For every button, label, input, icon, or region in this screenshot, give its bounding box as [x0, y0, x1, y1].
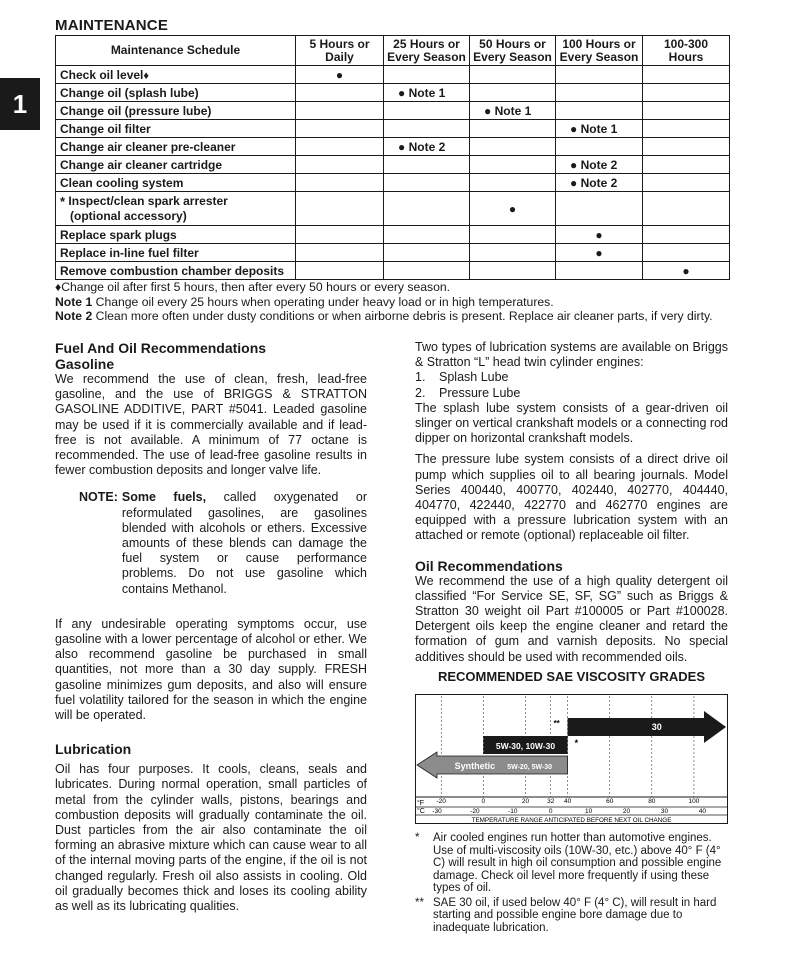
- f-tick-label: 40: [563, 798, 572, 805]
- left-column: [55, 340, 367, 914]
- schedule-cell: [384, 174, 470, 192]
- viscosity-chart: [415, 694, 728, 824]
- schedule-cell: ● Note 2: [384, 138, 470, 156]
- footnote: * Air cooled engines run hotter than automotive engines. Use of multi-viscosity oils (10W-30, etc.) above 40° F (4° C) will result in high oil consumption and possible engine damage. Check oil level more frequently if using these types of oil.: [415, 832, 722, 894]
- synthetic-grades-label: 5W-20, 5W-30: [507, 764, 553, 771]
- f-tick-label: 0: [481, 798, 486, 805]
- schedule-cell: ●: [556, 226, 643, 244]
- chart-footnotes: [415, 832, 728, 936]
- schedule-cell: [470, 226, 556, 244]
- lubrication-paragraph: Oil has four purposes. It cools, cleans, seals and lubricates. During normal operation, small particles of metal from the cylinder walls, pistons, bearings and combustion deposits will gradually contaminate the oil. Dust particles from the air also contaminate the oil forming an abrasive mixture which can cause wear to all of the internal moving parts of the engine, if the oil is not changed regularly. Fresh oil also assists in cooling. Old oil gradually becomes thick and loses its cooling ability as well as its lubricating qualities.: [55, 762, 367, 914]
- c-tick-label: -30: [432, 808, 442, 815]
- table-row: [56, 102, 730, 120]
- note-label: NOTE:: [79, 490, 118, 505]
- diamond-note: ♦Change oil after first 5 hours, then after every 50 hours or every season.: [55, 280, 451, 294]
- schedule-cell: ● Note 2: [556, 174, 643, 192]
- schedule-cell: [384, 102, 470, 120]
- schedule-cell: ●: [556, 244, 643, 262]
- lube-intro: Two types of lubrication systems are available on Briggs & Stratton “L” head twin cylinder engines:: [415, 340, 728, 370]
- c-tick-label: 20: [622, 808, 631, 815]
- table-row: [56, 244, 730, 262]
- c-unit-label: °C: [417, 808, 425, 815]
- c-tick-label: -20: [470, 808, 480, 815]
- table-row: [56, 174, 730, 192]
- schedule-cell: ● Note 1: [470, 102, 556, 120]
- f-tick-label: -20: [436, 798, 446, 805]
- schedule-cell: [470, 244, 556, 262]
- table-row: [56, 262, 730, 280]
- f-tick-label: 60: [606, 798, 614, 805]
- schedule-cell: ● Note 2: [556, 156, 643, 174]
- table-row: [56, 192, 730, 226]
- task-cell: Clean cooling system: [56, 174, 296, 192]
- schedule-cell: ●: [643, 262, 730, 280]
- schedule-cell: [384, 156, 470, 174]
- multi-grade-label: 5W-30, 10W-30: [495, 741, 556, 751]
- task-cell: Replace spark plugs: [56, 226, 296, 244]
- c-tick-label: -10: [508, 808, 518, 815]
- column-header: 25 Hours or Every Season: [384, 36, 470, 66]
- maintenance-notes: [55, 280, 745, 324]
- note-text: Some fuels, called oxygenated or reformulated gasolines, are gasolines blended with alcohols or ethers. Excessive amounts of these blends can damage the fuel system or cause performance problems. Do not use gasoline which contains Methanol.: [121, 490, 367, 596]
- task-cell: * Inspect/clean spark arrester (optional accessory): [56, 192, 296, 226]
- schedule-cell: [384, 192, 470, 226]
- column-header: 5 Hours or Daily: [296, 36, 384, 66]
- schedule-cell: [296, 192, 384, 226]
- schedule-cell: [470, 84, 556, 102]
- column-header: 50 Hours or Every Season: [470, 36, 556, 66]
- schedule-cell: [470, 174, 556, 192]
- sae30-label: 30: [651, 722, 662, 732]
- c-tick-label: 10: [585, 808, 593, 815]
- oil-paragraph: We recommend the use of a high quality detergent oil classified “For Service SE, SF, SG” such as Briggs & Stratton 30 weight oil Part #100005 or Part #100028. Detergent oils keep the engine cleaner and retard the formation of gum and varnish deposits. No special additives should be used with recommended oils.: [415, 573, 728, 664]
- task-cell: Change oil (pressure lube): [56, 102, 296, 120]
- schedule-cell: [643, 226, 730, 244]
- column-header: 100 Hours or Every Season: [556, 36, 643, 66]
- task-cell: Change air cleaner pre-cleaner: [56, 138, 296, 156]
- maintenance-title: MAINTENANCE: [55, 17, 169, 34]
- schedule-cell: [643, 138, 730, 156]
- schedule-cell: [384, 244, 470, 262]
- f-tick-label: 32: [547, 798, 555, 805]
- maintenance-table: [55, 35, 730, 280]
- list-item: 1. Splash Lube: [415, 370, 509, 385]
- table-row: [56, 138, 730, 156]
- task-cell: Replace in-line fuel filter: [56, 244, 296, 262]
- c-tick-label: 30: [660, 808, 669, 815]
- table-header-row: [56, 36, 730, 66]
- table-row: [56, 84, 730, 102]
- column-header: 100-300 Hours: [643, 36, 730, 66]
- schedule-cell: [556, 262, 643, 280]
- schedule-cell: [643, 84, 730, 102]
- oil-recommendations-heading: Oil Recommendations: [415, 557, 563, 574]
- task-cell: Check oil level♦: [56, 66, 296, 84]
- schedule-cell: [296, 174, 384, 192]
- schedule-cell: [556, 66, 643, 84]
- schedule-cell: [470, 156, 556, 174]
- schedule-cell: [384, 120, 470, 138]
- task-cell: Remove combustion chamber deposits: [56, 262, 296, 280]
- note-2: Note 2 Clean more often under dusty conditions or when airborne debris is present. Replace air cleaner parts, if very dirty.: [55, 309, 713, 323]
- f-tick-label: 80: [648, 798, 656, 805]
- schedule-cell: [296, 138, 384, 156]
- asterisk-icon: *: [60, 194, 66, 209]
- splash-paragraph: The splash lube system consists of a gear-driven oil slinger on vertical crankshaft models or a connecting rod dipper on horizontal crankshaft models.: [415, 400, 728, 446]
- chart-title: RECOMMENDED SAE VISCOSITY GRADES: [437, 668, 706, 684]
- footnote: ** SAE 30 oil, if used below 40° F (4° C), will result in hard starting and possible engine bore damage due to inadequate lubrication.: [415, 896, 717, 934]
- task-cell: Change oil filter: [56, 120, 296, 138]
- lubrication-heading: Lubrication: [55, 741, 132, 758]
- table-row: [56, 66, 730, 84]
- synthetic-label: Synthetic: [454, 761, 496, 771]
- schedule-cell: [296, 262, 384, 280]
- schedule-cell: ●: [470, 192, 556, 226]
- f-tick-label: 20: [521, 798, 530, 805]
- x-axis-label: TEMPERATURE RANGE ANTICIPATED BEFORE NEXT OIL CHANGE: [471, 817, 672, 824]
- schedule-cell: [643, 102, 730, 120]
- gasoline-heading: Gasoline: [55, 356, 115, 372]
- schedule-cell: [296, 244, 384, 262]
- schedule-cell: [556, 84, 643, 102]
- f-unit-label: °F: [417, 800, 425, 807]
- page-tab: 1: [0, 78, 40, 130]
- schedule-cell: [470, 138, 556, 156]
- schedule-cell: [296, 226, 384, 244]
- schedule-cell: [643, 66, 730, 84]
- schedule-cell: ● Note 1: [556, 120, 643, 138]
- fuel-oil-heading: Fuel And Oil Recommendations: [55, 340, 267, 356]
- schedule-cell: [556, 102, 643, 120]
- diamond-icon: ♦: [143, 69, 149, 82]
- schedule-cell: ● Note 1: [384, 84, 470, 102]
- asterisk-icon: *: [574, 738, 579, 748]
- c-tick-label: 40: [698, 808, 706, 815]
- task-cell: Change oil (splash lube): [56, 84, 296, 102]
- schedule-cell: [470, 262, 556, 280]
- schedule-cell: [556, 192, 643, 226]
- c-tick-label: 0: [548, 808, 553, 815]
- schedule-cell: ●: [296, 66, 384, 84]
- schedule-cell: [556, 138, 643, 156]
- fuel-note: [79, 490, 367, 596]
- right-column: [415, 340, 728, 684]
- f-tick-label: 100: [688, 798, 700, 805]
- note-1: Note 1 Change oil every 25 hours when operating under heavy load or in high temperatures.: [55, 294, 554, 309]
- column-header: Maintenance Schedule: [56, 36, 296, 66]
- schedule-cell: [384, 226, 470, 244]
- task-cell: Change air cleaner cartridge: [56, 156, 296, 174]
- table-row: [56, 226, 730, 244]
- table-row: [56, 156, 730, 174]
- list-item: 2. Pressure Lube: [415, 385, 521, 400]
- schedule-cell: [643, 120, 730, 138]
- lube-list: [415, 370, 728, 400]
- schedule-cell: [643, 156, 730, 174]
- pressure-paragraph: The pressure lube system consists of a direct drive oil pump which supplies oil to all bearing journals. Model Series 400440, 400770, 402440, 402770, 404440, 404770, 422440, 422770 and 462770 engines are equipped with a pressure lubrication system with an attached or remote (optional) replaceable oil filter.: [415, 452, 728, 543]
- double-asterisk-icon: **: [553, 719, 560, 728]
- schedule-cell: [643, 174, 730, 192]
- schedule-cell: [296, 156, 384, 174]
- schedule-cell: [470, 120, 556, 138]
- schedule-cell: [470, 66, 556, 84]
- schedule-cell: [296, 102, 384, 120]
- table-row: [56, 120, 730, 138]
- schedule-cell: [643, 192, 730, 226]
- schedule-cell: [296, 120, 384, 138]
- schedule-cell: [296, 84, 384, 102]
- gasoline-paragraph: We recommend the use of clean, fresh, lead-free gasoline, and the use of BRIGGS & STRATTON GASOLINE ADDITIVE, PART #5041. Leaded gasoline may be used if it is commercially available and if lead-free is not available. A minimum of 77 octane is recommended. The use of lead-free gasoline results in fewer combustion deposits and longer valve life.: [55, 372, 367, 478]
- schedule-cell: [643, 244, 730, 262]
- schedule-cell: [384, 66, 470, 84]
- gasoline-paragraph-2: If any undesirable operating symptoms occur, use gasoline with a lower percentage of alcohol or ether. We also recommend gasoline be purchased in small quantities, not more than a 30 day supply. FRESH gasoline minimizes gum deposits, and also will ensure fuel volatility tailored for the season in which the engine will be operated.: [55, 616, 367, 723]
- schedule-cell: [384, 262, 470, 280]
